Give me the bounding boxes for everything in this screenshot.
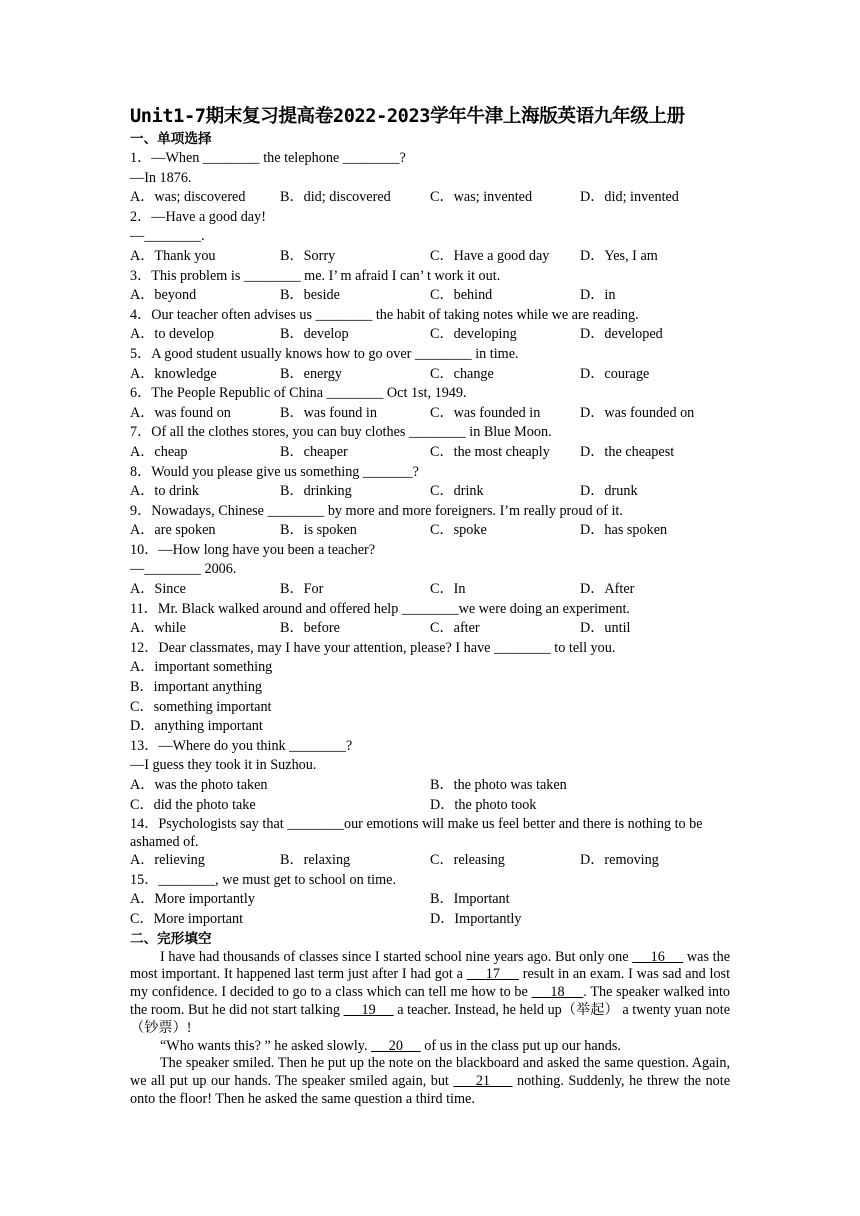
option-b: B．beside bbox=[280, 287, 340, 304]
option-c: C．change bbox=[430, 365, 494, 382]
option-d: D．in bbox=[580, 287, 616, 304]
question-10-options bbox=[130, 580, 730, 600]
question-10-reply: —________ 2006. bbox=[130, 561, 237, 578]
option-c: C．was; invented bbox=[430, 189, 533, 206]
cloze-text: result in an exam. I was sad and lost my confidence. I decided to go to a class which can tell me how to be bbox=[130, 966, 731, 1001]
option-a: A．to develop bbox=[130, 326, 214, 343]
option-b: B．was found in bbox=[280, 404, 377, 421]
option-a: A．Thank you bbox=[130, 247, 216, 264]
cloze-paragraph-1 bbox=[130, 949, 730, 1038]
question-14-options bbox=[130, 851, 730, 871]
question-3-stem: 3．This problem is ________ me. I’ m afraid I can’ t work it out. bbox=[130, 267, 501, 284]
option-a: A．Since bbox=[130, 581, 186, 598]
option-c: C．after bbox=[430, 620, 480, 637]
question-8-stem: 8．Would you please give us something _______? bbox=[130, 463, 419, 480]
option-a: A．was; discovered bbox=[130, 189, 246, 206]
option-c: C．More important bbox=[130, 910, 244, 927]
cloze-text: of us in the class put up our hands. bbox=[420, 1037, 621, 1054]
option-a: A．while bbox=[130, 620, 186, 637]
option-d: D．Yes, I am bbox=[580, 247, 658, 264]
question-11-options bbox=[130, 619, 730, 639]
option-d: D．Importantly bbox=[430, 910, 522, 927]
question-2-options bbox=[130, 247, 730, 267]
question-6-stem: 6．The People Republic of China ________ Oct 1st, 1949. bbox=[130, 385, 467, 402]
option-d: D．did; invented bbox=[580, 189, 679, 206]
option-a: A．are spoken bbox=[130, 522, 216, 539]
question-9-stem: 9．Nowadays, Chinese ________ by more and more foreigners. I’m really proud of it. bbox=[130, 502, 623, 519]
option-a: A．cheap bbox=[130, 443, 188, 460]
cloze-text: nothing. Suddenly, he threw the note onto the floor! Then he asked the same question a third time. bbox=[130, 1073, 731, 1107]
option-b: B．important anything bbox=[130, 679, 263, 696]
question-2-stem: 2．—Have a good day! bbox=[130, 208, 266, 225]
question-15-options-row-1 bbox=[130, 890, 730, 910]
question-9-options bbox=[130, 521, 730, 541]
question-4-options bbox=[130, 325, 730, 345]
option-b: B．For bbox=[280, 581, 324, 598]
exam-page bbox=[130, 104, 730, 1109]
question-13-options-row-2 bbox=[130, 796, 730, 816]
question-13-stem: 13．—Where do you think ________? bbox=[130, 737, 353, 754]
option-a: A．beyond bbox=[130, 287, 197, 304]
option-b: B．is spoken bbox=[280, 522, 357, 539]
cloze-paragraph-2 bbox=[130, 1038, 730, 1056]
question-13-reply: —I guess they took it in Suzhou. bbox=[130, 757, 317, 774]
cloze-text: “Who wants this? ” he asked slowly. bbox=[160, 1037, 372, 1054]
option-d: D．until bbox=[580, 620, 631, 637]
option-d: D．was founded on bbox=[580, 404, 695, 421]
option-a: A．was found on bbox=[130, 404, 231, 421]
section-heading-cloze: 二、完形填空 bbox=[130, 930, 212, 947]
option-d: D．the cheapest bbox=[580, 443, 675, 460]
cloze-blank-18: 18 bbox=[550, 984, 565, 1001]
cloze-blank-20: 20 bbox=[388, 1037, 403, 1054]
option-b: B．Important bbox=[430, 891, 510, 908]
question-13-options-row-1 bbox=[130, 776, 730, 796]
option-a: A．More importantly bbox=[130, 891, 255, 908]
question-3-options bbox=[130, 286, 730, 306]
option-a: A．was the photo taken bbox=[130, 777, 268, 793]
option-c: C．spoke bbox=[430, 522, 487, 539]
cloze-blank-16: 16 bbox=[650, 948, 665, 965]
question-7-stem: 7．Of all the clothes stores, you can buy clothes ________ in Blue Moon. bbox=[130, 424, 552, 441]
question-14-stem: 14．Psychologists say that ________our emotions will make us feel better and there is nothing to be ashamed of. bbox=[130, 816, 703, 851]
cloze-text: The speaker smiled. Then he put up the note on the blackboard and asked the same question. Again, we all put up our hands. The speaker smiled again, but bbox=[130, 1055, 730, 1090]
option-c: C．releasing bbox=[430, 852, 505, 869]
option-c: C．was founded in bbox=[430, 404, 541, 421]
option-d: D．has spoken bbox=[580, 522, 668, 539]
cloze-paragraph-3 bbox=[130, 1055, 730, 1108]
option-a: A．to drink bbox=[130, 483, 199, 500]
question-12-stem: 12．Dear classmates, may I have your attention, please? I have ________ to tell you. bbox=[130, 639, 616, 656]
option-d: D．anything important bbox=[130, 718, 263, 735]
page-title: Unit1-7期末复习提高卷2022-2023学年牛津上海版英语九年级上册 bbox=[130, 106, 685, 127]
option-c: C．drink bbox=[430, 483, 484, 500]
option-c: C．developing bbox=[430, 326, 517, 343]
option-b: B．before bbox=[280, 620, 340, 637]
question-1-stem: 1．—When ________ the telephone ________? bbox=[130, 150, 406, 166]
option-b: B．energy bbox=[280, 365, 342, 382]
option-c: C．behind bbox=[430, 287, 493, 304]
question-8-options bbox=[130, 482, 730, 502]
cloze-text: . The speaker walked into the room. But he did not start talking bbox=[130, 984, 731, 1018]
question-7-options bbox=[130, 443, 730, 463]
option-c: C．did the photo take bbox=[130, 796, 256, 813]
option-d: D．courage bbox=[580, 365, 650, 382]
option-c: C．something important bbox=[130, 698, 272, 715]
option-d: D．removing bbox=[580, 852, 659, 869]
question-1-reply: —In 1876. bbox=[130, 169, 192, 186]
cloze-text: I have had thousands of classes since I started school nine years ago. But only one bbox=[160, 948, 633, 965]
option-b: B．Sorry bbox=[280, 247, 336, 264]
question-6-options bbox=[130, 404, 730, 424]
option-b: B．develop bbox=[280, 326, 349, 343]
question-10-stem: 10．—How long have you been a teacher? bbox=[130, 541, 376, 558]
option-b: B．relaxing bbox=[280, 852, 351, 869]
section-heading-single-choice: 一、单项选择 bbox=[130, 131, 212, 147]
cloze-text: was the most important. It happened last term just after I had got a bbox=[130, 948, 731, 983]
option-a: A．important something bbox=[130, 659, 273, 676]
question-15-options-row-2 bbox=[130, 910, 730, 930]
cloze-blank-21: 21 bbox=[475, 1073, 491, 1090]
question-4-stem: 4．Our teacher often advises us ________ the habit of taking notes while we are reading. bbox=[130, 306, 639, 323]
option-b: B．did; discovered bbox=[280, 189, 391, 206]
option-b: B．cheaper bbox=[280, 443, 348, 460]
option-b: B．the photo was taken bbox=[430, 777, 567, 793]
option-c: C．In bbox=[430, 581, 466, 598]
question-1-options bbox=[130, 188, 730, 208]
option-d: D．the photo took bbox=[430, 796, 537, 813]
cloze-text: a teacher. Instead, he held up（举起） a twenty yuan note（钞票）! bbox=[130, 1001, 731, 1036]
question-5-stem: 5．A good student usually knows how to go over ________ in time. bbox=[130, 345, 519, 362]
option-d: D．developed bbox=[580, 326, 663, 343]
option-a: A．relieving bbox=[130, 852, 205, 869]
question-2-reply: —________. bbox=[130, 228, 205, 245]
cloze-blank-17: 17 bbox=[485, 966, 500, 983]
option-c: C．Have a good day bbox=[430, 247, 550, 264]
question-11-stem: 11．Mr. Black walked around and offered help ________we were doing an experiment. bbox=[130, 600, 630, 617]
option-a: A．knowledge bbox=[130, 365, 217, 382]
cloze-blank-19: 19 bbox=[361, 1001, 376, 1018]
question-15-stem: 15．________, we must get to school on time. bbox=[130, 871, 396, 888]
question-5-options bbox=[130, 365, 730, 385]
option-b: B．drinking bbox=[280, 483, 352, 500]
option-c: C．the most cheaply bbox=[430, 443, 550, 460]
option-d: D．After bbox=[580, 581, 635, 598]
option-d: D．drunk bbox=[580, 483, 638, 500]
